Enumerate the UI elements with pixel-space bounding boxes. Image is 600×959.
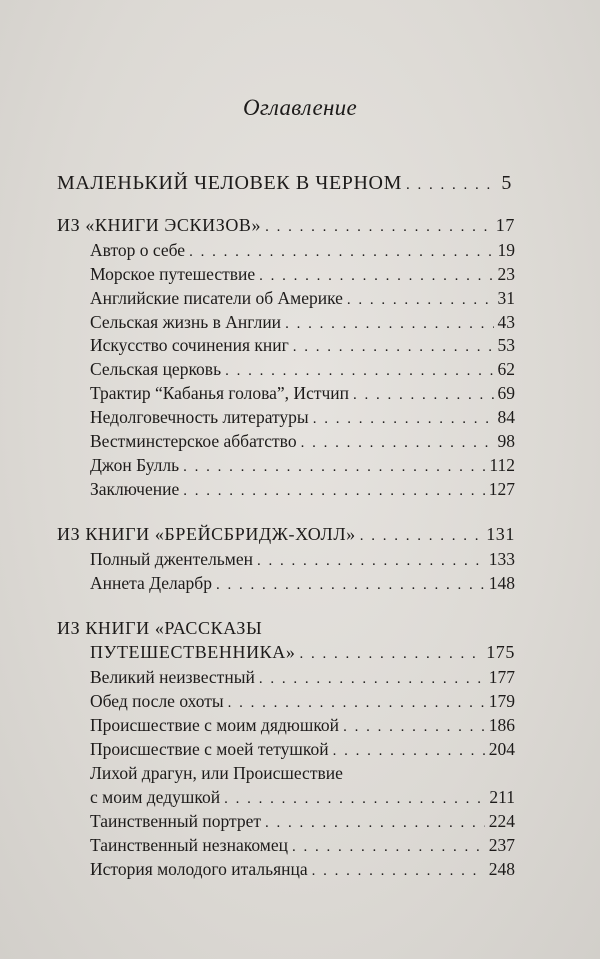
toc-entry: [0, 383, 600, 407]
toc-page-number: 62: [497, 359, 515, 379]
toc-entry: [0, 811, 600, 835]
toc-entry: [0, 573, 600, 597]
toc-section: [0, 215, 600, 239]
dot-leader: [285, 316, 493, 333]
toc-page-number: 23: [497, 264, 515, 284]
toc-entry-title-line1: Лихой драгун, или Происшествие: [90, 763, 343, 783]
toc-entry: [0, 312, 600, 336]
page-title: Оглавление: [242, 95, 357, 120]
toc-entry-title: Таинственный незнакомец: [90, 835, 288, 855]
toc-entry-title: Таинственный портрет: [90, 811, 261, 831]
toc-entry-title: Полный джентельмен: [90, 549, 253, 569]
toc-page-number: 127: [488, 479, 515, 499]
toc-page-number: 43: [497, 312, 515, 332]
toc-entry-title: Заключение: [90, 479, 180, 499]
toc-entry: [0, 455, 600, 479]
toc-entry: [0, 715, 600, 739]
toc-entry-title: Великий неизвестный: [90, 667, 255, 687]
toc-section: [0, 524, 600, 548]
toc-entry-title: Сельская церковь: [90, 359, 222, 379]
toc-section-title-line1: ИЗ КНИГИ «РАССКАЗЫ: [57, 618, 263, 638]
toc-entry: [0, 835, 600, 859]
toc-page-number: 175: [486, 642, 515, 662]
toc-page-number: 53: [497, 335, 515, 355]
toc-entry-title: Сельская жизнь в Англии: [90, 312, 282, 332]
dot-leader: [312, 863, 485, 880]
dot-leader: [300, 646, 483, 663]
dot-leader: [259, 671, 485, 688]
toc-entry: [0, 549, 600, 573]
dot-leader: [265, 815, 485, 832]
dot-leader: [347, 292, 494, 309]
toc-entry-title: Недолговечность литературы: [90, 407, 309, 427]
toc-page-number: 177: [488, 667, 515, 687]
dot-leader: [301, 435, 494, 452]
toc-page-number: 248: [488, 859, 515, 879]
toc-page-number: 98: [497, 431, 515, 451]
toc-section-title-line2: ПУТЕШЕСТВЕННИКА»: [90, 642, 296, 662]
dot-leader: [265, 219, 492, 236]
toc-page-number: 19: [497, 240, 515, 260]
toc-entry: [0, 335, 600, 359]
toc-entry-title: Происшествие с моим дядюшкой: [90, 715, 340, 735]
toc-entry-title: Происшествие с моей тетушкой: [90, 739, 329, 759]
toc-entry: [0, 359, 600, 383]
toc-page-number: 5: [501, 172, 512, 194]
dot-leader: [293, 339, 494, 356]
dot-leader: [183, 483, 485, 500]
toc-entry: [0, 431, 600, 455]
toc-entry: [0, 479, 600, 503]
dot-leader: [224, 791, 485, 808]
toc-page-number: 69: [497, 383, 515, 403]
toc-entry: [0, 691, 600, 715]
toc-entry-title-line2: с моим дедушкой: [90, 787, 221, 807]
toc-entry: [0, 407, 600, 431]
toc-page-number: 112: [489, 455, 515, 475]
toc-page-number: 17: [495, 215, 515, 235]
toc-entry-title: Автор о себе: [90, 240, 186, 260]
dot-leader: [183, 459, 485, 476]
toc-page-number: 186: [488, 715, 515, 735]
toc-entry: [0, 739, 600, 763]
toc-entry-title: Морское путешествие: [90, 264, 256, 284]
toc-entry-title: История молодого итальянца: [90, 859, 308, 879]
toc-section: [0, 642, 600, 666]
dot-leader: [343, 719, 485, 736]
toc-entry: [0, 787, 600, 811]
toc-entry-title: Английские писатели об Америке: [90, 288, 343, 308]
toc-entry: [0, 240, 600, 264]
dot-leader: [313, 411, 494, 428]
dot-leader: [257, 553, 485, 570]
toc-page-number: 237: [488, 835, 515, 855]
dot-leader: [228, 695, 485, 712]
dot-leader: [353, 387, 493, 404]
toc-entry: [0, 667, 600, 691]
dot-leader: [360, 528, 482, 545]
toc-entry-title: Вестминстерское аббатство: [90, 431, 297, 451]
toc-entry-title: Искусство сочинения книг: [90, 335, 289, 355]
toc-entry-title: Трактир “Кабанья голова”, Истчип: [90, 383, 350, 403]
toc-entry: [0, 264, 600, 288]
toc-section-title: ИЗ КНИГИ «БРЕЙСБРИДЖ-ХОЛЛ»: [57, 524, 356, 544]
toc-page-number: 133: [488, 549, 515, 569]
dot-leader: [292, 839, 485, 856]
toc-section-title: ИЗ «КНИГИ ЭСКИЗОВ»: [57, 215, 262, 235]
toc-entry-title: Аннета Деларбр: [90, 573, 212, 593]
toc-entry-title: Джон Булль: [90, 455, 180, 475]
toc-section-title: МАЛЕНЬКИЙ ЧЕЛОВЕК В ЧЕРНОМ: [57, 172, 402, 194]
dot-leader: [333, 743, 485, 760]
dot-leader: [216, 577, 485, 594]
toc-page-number: 204: [488, 739, 515, 759]
dot-leader: [189, 244, 493, 261]
toc-page-number: 84: [497, 407, 515, 427]
toc-page-number: 211: [489, 787, 515, 807]
toc-entry-title: Обед после охоты: [90, 691, 224, 711]
toc-page-number: 179: [488, 691, 515, 711]
toc-page-number: 31: [497, 288, 515, 308]
dot-leader: [225, 363, 493, 380]
toc-entry: [0, 288, 600, 312]
toc-page-number: 148: [488, 573, 515, 593]
toc-page-number: 224: [488, 811, 515, 831]
toc-page-number: 131: [486, 524, 515, 544]
toc-section: [0, 172, 600, 196]
dot-leader: [259, 268, 493, 285]
toc-entry: [0, 859, 600, 883]
dot-leader: [406, 177, 497, 194]
